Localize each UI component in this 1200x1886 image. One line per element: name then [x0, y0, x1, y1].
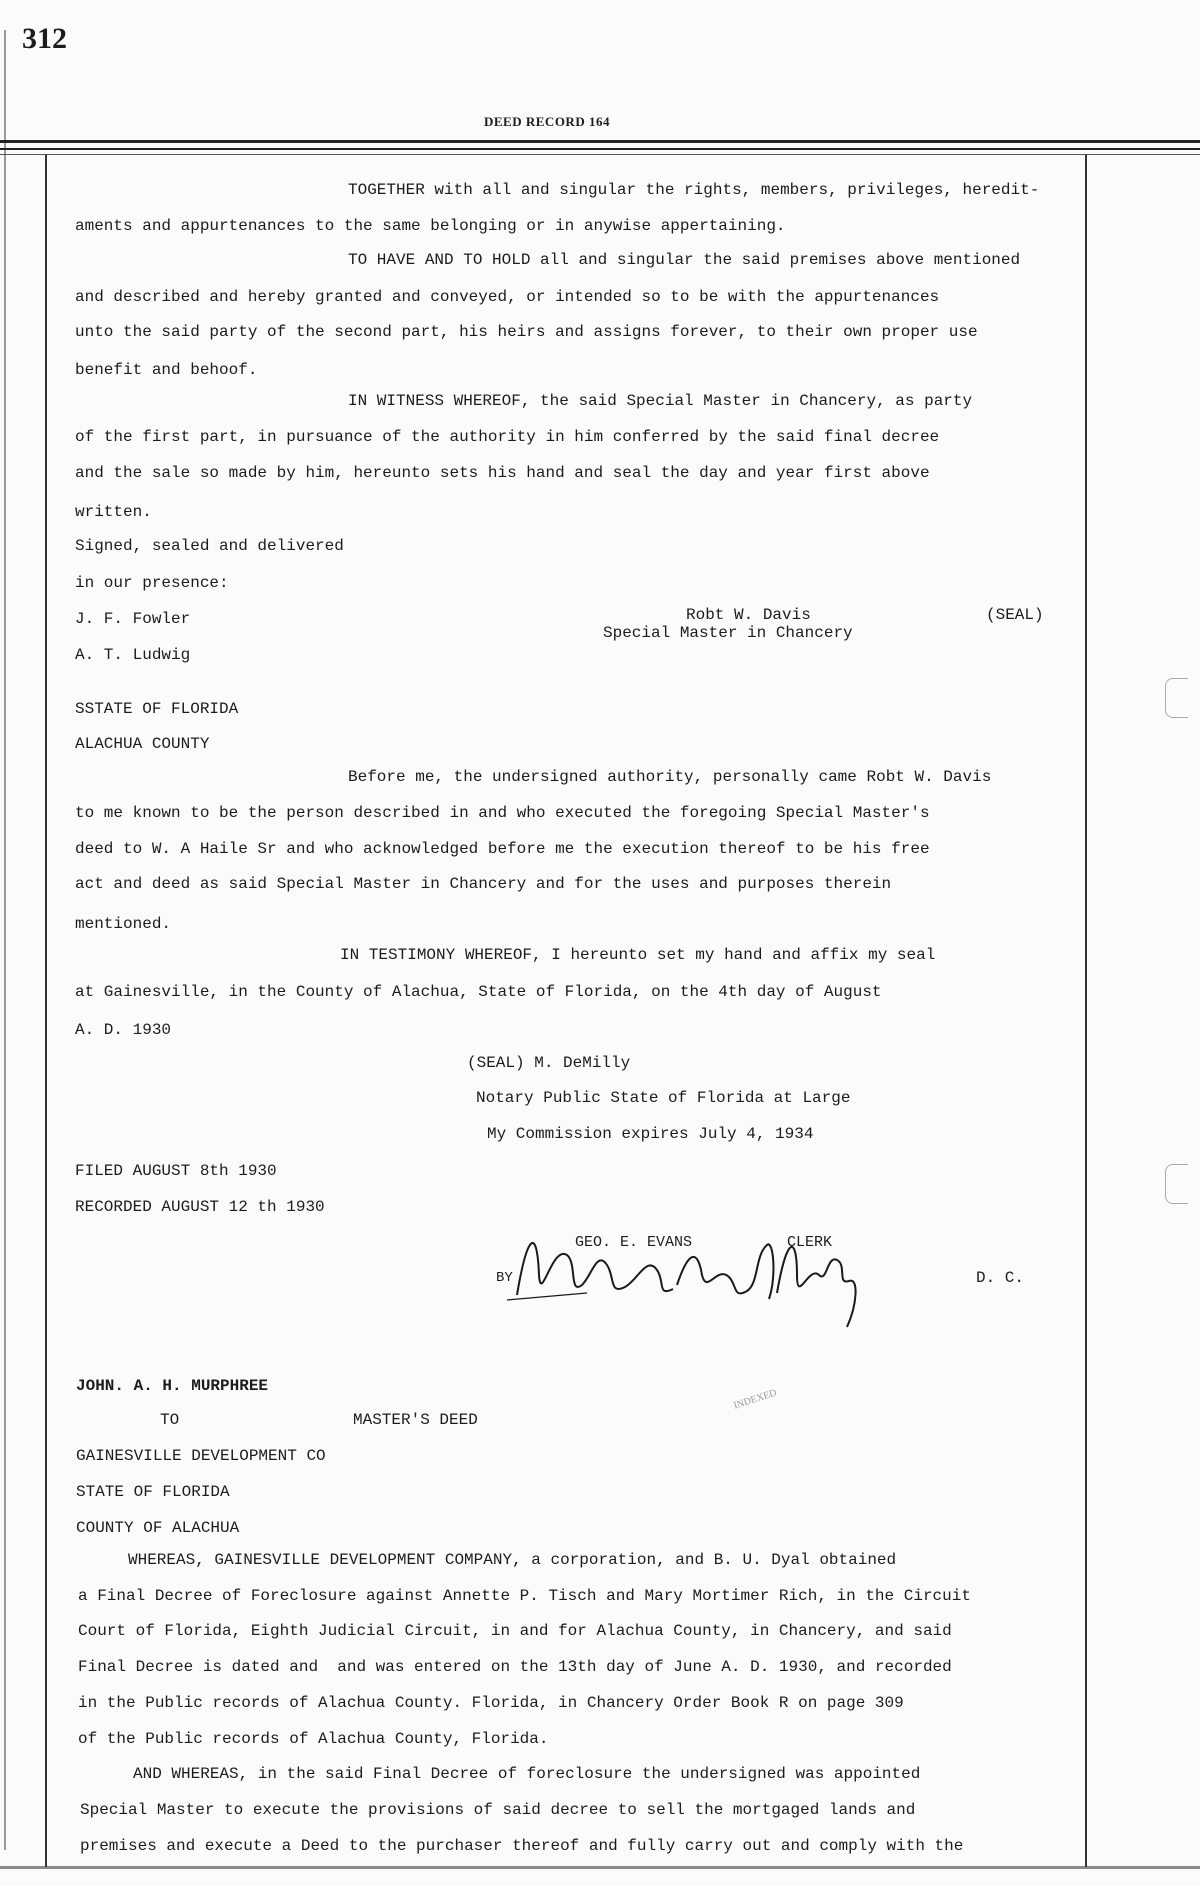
binder-tab — [1165, 1164, 1188, 1204]
body-line: Final Decree is dated and and was entered on the 13th day of June A. D. 1930, and recorded — [78, 1658, 952, 1676]
grantor-name: JOHN. A. H. MURPHREE — [76, 1377, 269, 1395]
body-line: A. D. 1930 — [75, 1021, 172, 1039]
filed-date: FILED AUGUST 8th 1930 — [75, 1162, 277, 1180]
state-heading: SSTATE OF FLORIDA — [75, 700, 239, 718]
header-rule — [0, 148, 1200, 150]
body-line: mentioned. — [75, 915, 172, 933]
record-title: DEED RECORD 164 — [484, 114, 610, 129]
witness-name: A. T. Ludwig — [75, 646, 191, 664]
witness-name: J. F. Fowler — [75, 610, 191, 628]
binder-tab — [1165, 678, 1188, 718]
body-line: and the sale so made by him, hereunto sets his hand and seal the day and year first above — [75, 464, 930, 482]
body-line: Court of Florida, Eighth Judicial Circuit, in and for Alachua County, in Chancery, and said — [78, 1622, 952, 1640]
witness-intro: in our presence: — [75, 574, 229, 592]
body-line: to me known to be the person described in and who executed the foregoing Special Master's — [75, 804, 930, 822]
clerk-title: CLERK — [787, 1234, 833, 1251]
header-rule — [0, 140, 1200, 143]
body-line: Special Master to execute the provisions of said decree to sell the mortgaged lands and — [80, 1801, 916, 1819]
body-line: TO HAVE AND TO HOLD all and singular the said premises above mentioned — [348, 251, 1021, 269]
document-title: MASTER'S DEED — [353, 1411, 478, 1429]
witness-intro: Signed, sealed and delivered — [75, 537, 344, 555]
seal-label: (SEAL) — [986, 606, 1044, 624]
body-line: unto the said party of the second part, his heirs and assigns forever, to their own proper use — [75, 323, 978, 341]
notary-line: My Commission expires July 4, 1934 — [487, 1125, 814, 1143]
clerk-name: GEO. E. EVANS — [575, 1234, 693, 1251]
by-label: BY — [496, 1270, 513, 1286]
body-line: IN TESTIMONY WHEREOF, I hereunto set my hand and affix my seal — [340, 946, 936, 964]
recorded-date: RECORDED AUGUST 12 th 1930 — [75, 1198, 325, 1216]
right-margin-line — [1085, 155, 1087, 1867]
body-line: aments and appurtenances to the same belonging or in anywise appertaining. — [75, 217, 786, 235]
body-line: at Gainesville, in the County of Alachua, State of Florida, on the 4th day of August — [75, 983, 882, 1001]
body-line: act and deed as said Special Master in Chancery and for the uses and purposes therein — [75, 875, 892, 893]
notary-line: (SEAL) M. DeMilly — [467, 1054, 631, 1072]
body-line: benefit and behoof. — [75, 361, 258, 379]
body-line: in the Public records of Alachua County. Florida, in Chancery Order Book R on page 309 — [78, 1694, 904, 1712]
body-line: WHEREAS, GAINESVILLE DEVELOPMENT COMPANY, a corporation, and B. U. Dyal obtained — [128, 1551, 897, 1569]
body-line: premises and execute a Deed to the purchaser thereof and fully carry out and comply with the — [80, 1837, 964, 1855]
county-heading: ALACHUA COUNTY — [75, 735, 210, 753]
county-heading: COUNTY OF ALACHUA — [76, 1519, 240, 1537]
signer-title: Special Master in Chancery — [603, 624, 853, 642]
header-rule — [0, 154, 1200, 155]
body-line: TOGETHER with all and singular the rights, members, privileges, heredit- — [348, 181, 1040, 199]
indexed-stamp: INDEXED — [732, 1387, 779, 1412]
page-edge-bottom — [0, 1866, 1200, 1869]
body-line: a Final Decree of Foreclosure against Annette P. Tisch and Mary Mortimer Rich, in the Circuit — [78, 1587, 971, 1605]
body-line: of the first part, in pursuance of the authority in him conferred by the said final decree — [75, 428, 940, 446]
body-line: of the Public records of Alachua County, Florida. — [78, 1730, 549, 1748]
body-line: and described and hereby granted and conveyed, or intended so to be with the appurtenances — [75, 288, 940, 306]
state-heading: STATE OF FLORIDA — [76, 1483, 230, 1501]
body-line: Before me, the undersigned authority, personally came Robt W. Davis — [348, 768, 992, 786]
left-margin-line — [45, 155, 47, 1867]
body-line: IN WITNESS WHEREOF, the said Special Master in Chancery, as party — [348, 392, 973, 410]
to-label: TO — [160, 1411, 180, 1429]
signer-name: Robt W. Davis — [686, 606, 811, 624]
deputy-clerk-label: D. C. — [976, 1269, 1025, 1287]
grantee-name: GAINESVILLE DEVELOPMENT CO — [76, 1447, 326, 1465]
body-line: AND WHEREAS, in the said Final Decree of foreclosure the undersigned was appointed — [133, 1765, 921, 1783]
clerk-signature — [497, 1215, 877, 1335]
page-edge-left — [4, 30, 6, 1850]
page-number: 312 — [22, 22, 67, 55]
body-line: written. — [75, 503, 152, 521]
notary-line: Notary Public State of Florida at Large — [476, 1089, 851, 1107]
body-line: deed to W. A Haile Sr and who acknowledged before me the execution thereof to be his free — [75, 840, 930, 858]
